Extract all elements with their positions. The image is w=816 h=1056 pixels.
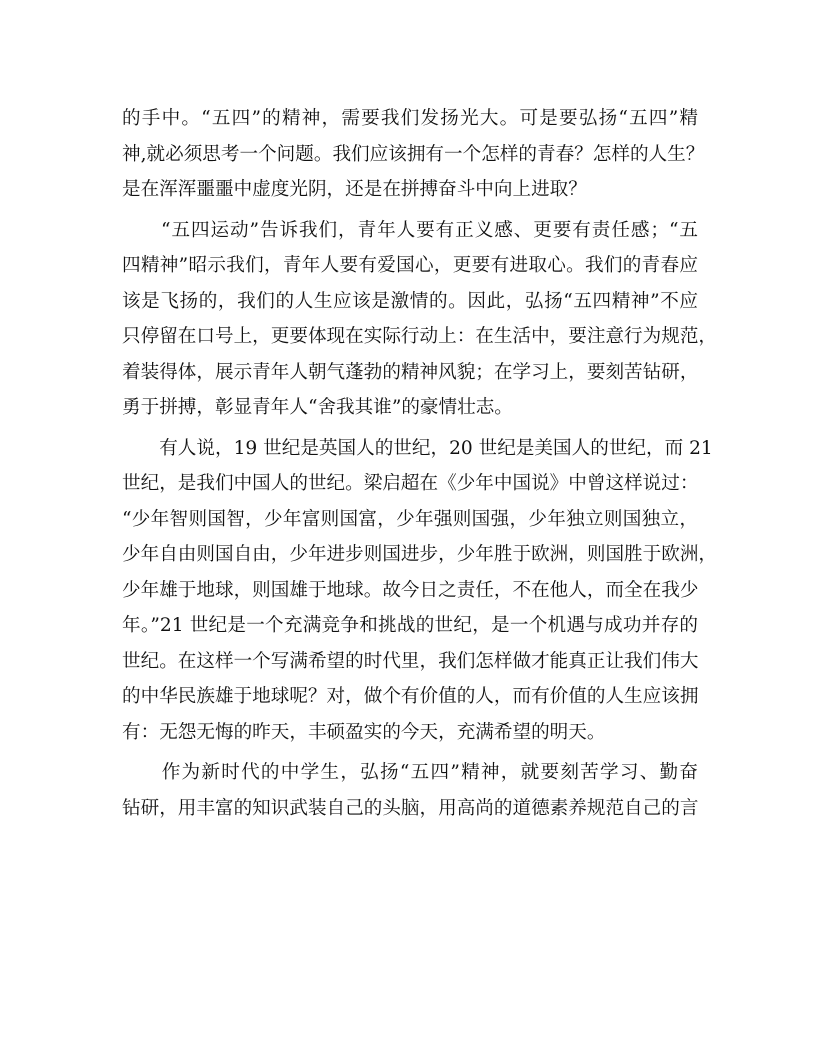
body-text xyxy=(122,101,718,831)
text-line: 钻研，用丰富的知识武装自己的头脑，用高尚的道德素养规范自己的言 xyxy=(122,797,699,819)
text-line: 四精神”昭示我们，青年人要有爱国心，更要有进取心。我们的青春应 xyxy=(122,255,698,276)
text-line: 勇于拼搏，彰显青年人“舍我其谁”的豪情壮志。 xyxy=(122,397,513,418)
text-line: 的中华民族雄于地球呢？对，做个有价值的人，而有价值的人生应该拥 xyxy=(122,686,699,707)
text-line: 有：无怨无悔的昨天，丰硕盈实的今天，充满希望的明天。 xyxy=(122,721,606,743)
text-line: 世纪，是我们中国人的世纪。梁启超在《少年中国说》中曾这样说过： xyxy=(122,473,699,494)
text-line: 有人说，19 世纪是英国人的世纪，20 世纪是美国人的世纪，而 21 xyxy=(122,437,713,459)
text-line: “少年智则国智，少年富则国富，少年强则国强，少年独立则国独立， xyxy=(122,508,698,530)
text-line: 少年自由则国自由，少年进步则国进步，少年胜于欧洲，则国胜于欧洲， xyxy=(122,544,718,565)
paragraph-1 xyxy=(122,101,705,208)
text-line: 年。”21 世纪是一个充满竞争和挑战的世纪，是一个机遇与成功并存的 xyxy=(122,615,698,636)
text-line: 世纪。在这样一个写满希望的时代里，我们怎样做才能真正让我们伟大 xyxy=(122,650,699,672)
text-line: 只停留在口号上，更要体现在实际行动上：在生活中，要注意行为规范， xyxy=(122,326,718,347)
text-line: 是在浑浑噩噩中虚度光阴，还是在拼搏奋斗中向上进取？ xyxy=(122,179,587,200)
text-line: 的手中。“五四”的精神，需要我们发扬光大。可是要弘扬“五四”精 xyxy=(122,108,698,129)
text-line: 该是飞扬的，我们的人生应该是激情的。因此，弘扬“五四精神”不应 xyxy=(122,290,698,312)
text-line: “五四运动”告诉我们，青年人要有正义感、更要有责任感；“五 xyxy=(122,219,698,241)
text-line: 少年雄于地球，则国雄于地球。故今日之责任，不在他人，而全在我少 xyxy=(122,579,699,601)
paragraph-2 xyxy=(122,213,718,426)
text-line: 着装得体，展示青年人朝气蓬勃的精神风貌；在学习上，要刻苦钻研， xyxy=(122,361,699,383)
paragraph-3 xyxy=(122,431,718,751)
text-line: 作为新时代的中学生，弘扬“五四”精神，就要刻苦学习、勤奋 xyxy=(122,762,698,783)
text-line: 神,就必须思考一个问题。我们应该拥有一个怎样的青春？怎样的人生？ xyxy=(122,143,705,165)
paragraph-4 xyxy=(122,755,698,826)
